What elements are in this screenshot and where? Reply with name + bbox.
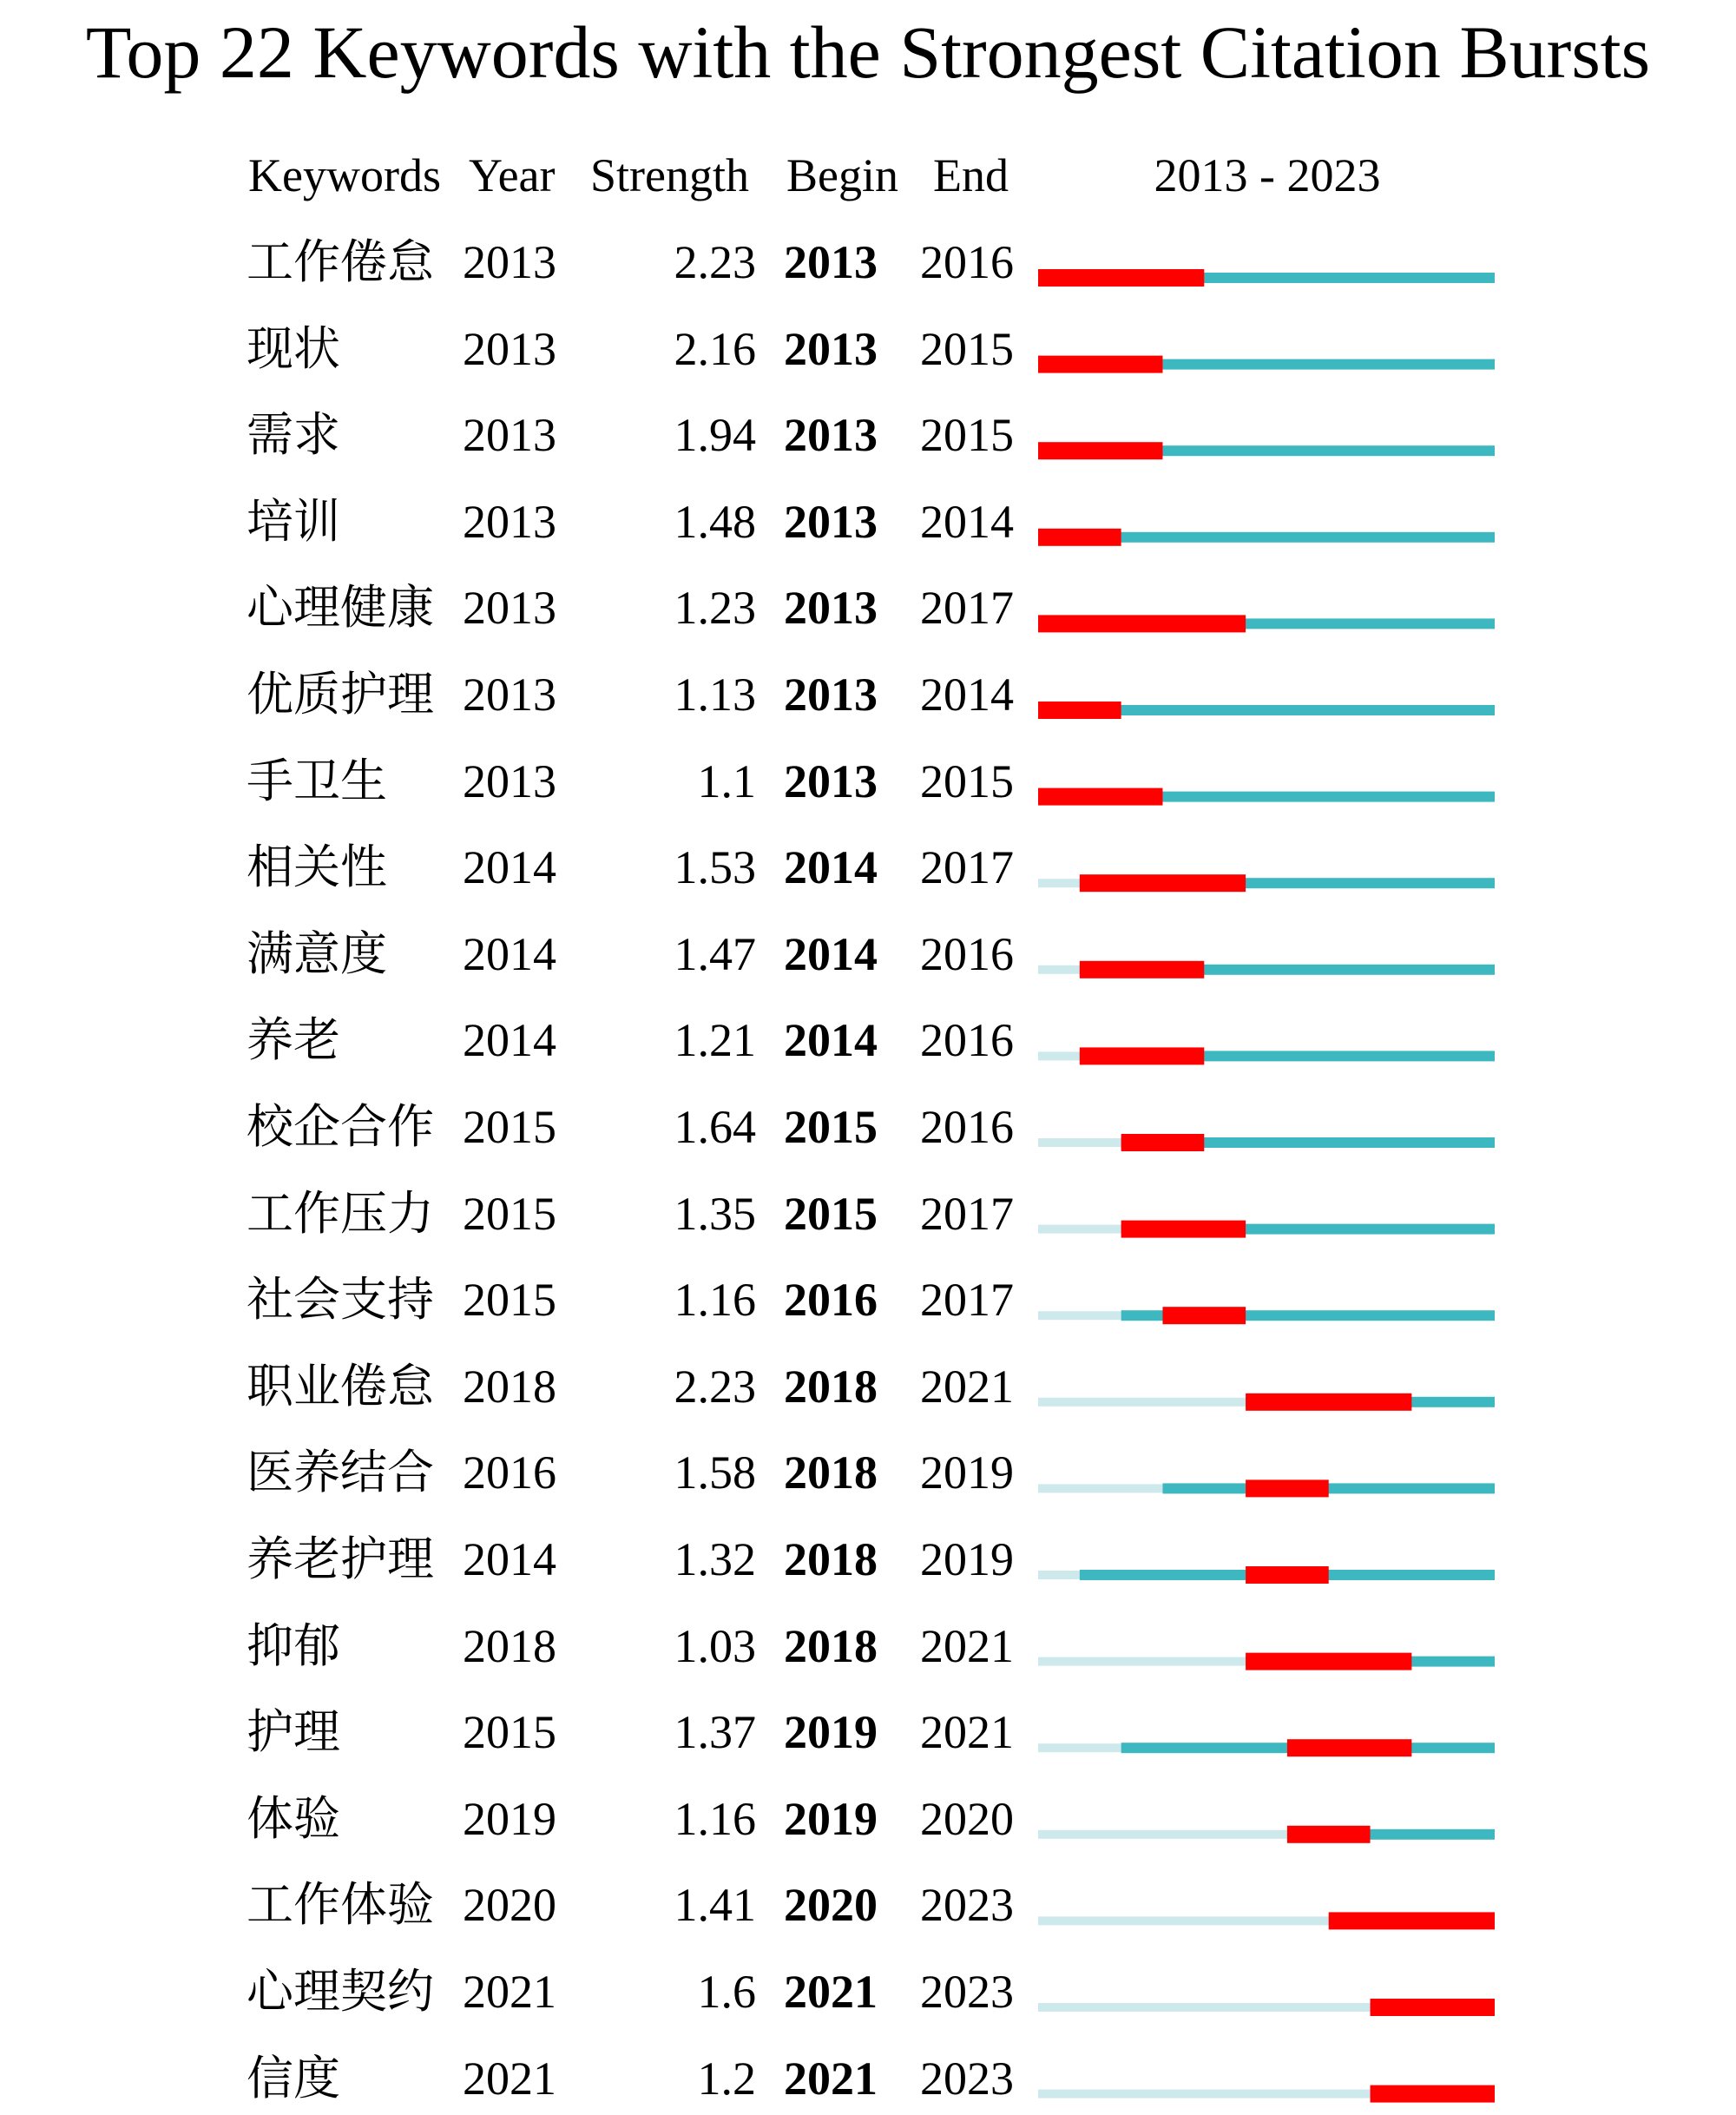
end-value: 2015 xyxy=(920,754,1014,807)
keyword-label: 抑郁 xyxy=(247,1619,340,1672)
begin-value: 2018 xyxy=(784,1619,878,1672)
burst-bar xyxy=(1080,874,1246,892)
begin-value: 2019 xyxy=(784,1792,878,1845)
strength-value: 1.64 xyxy=(674,1101,756,1153)
inactive-segment xyxy=(1038,2090,1371,2099)
inactive-segment xyxy=(1038,1051,1080,1060)
end-value: 2016 xyxy=(920,1014,1014,1067)
burst-bar xyxy=(1246,1566,1329,1584)
year-value: 2013 xyxy=(463,322,556,375)
header-range: 2013 - 2023 xyxy=(1154,149,1381,201)
year-value: 2018 xyxy=(463,1360,556,1413)
begin-value: 2015 xyxy=(784,1101,878,1153)
keyword-label: 培训 xyxy=(247,495,340,548)
keyword-label: 工作压力 xyxy=(247,1187,434,1240)
strength-value: 1.58 xyxy=(674,1446,756,1499)
end-value: 2019 xyxy=(920,1533,1014,1585)
inactive-segment xyxy=(1038,1138,1121,1147)
year-value: 2014 xyxy=(463,927,556,980)
year-value: 2013 xyxy=(463,754,556,807)
end-value: 2023 xyxy=(920,1879,1014,1932)
strength-value: 2.23 xyxy=(674,236,756,288)
year-value: 2021 xyxy=(463,2052,556,2105)
inactive-segment xyxy=(1038,879,1080,887)
burst-bar xyxy=(1038,788,1162,806)
burst-bar xyxy=(1080,961,1204,978)
header-year: Year xyxy=(469,149,556,201)
end-value: 2023 xyxy=(920,2052,1014,2105)
begin-value: 2018 xyxy=(784,1533,878,1585)
header-strength: Strength xyxy=(590,149,749,201)
burst-bar xyxy=(1162,1307,1246,1324)
begin-value: 2013 xyxy=(784,669,878,721)
burst-bar xyxy=(1287,1739,1411,1756)
year-value: 2015 xyxy=(463,1274,556,1327)
strength-value: 1.13 xyxy=(674,669,756,721)
begin-value: 2016 xyxy=(784,1274,878,1327)
strength-value: 1.16 xyxy=(674,1792,756,1845)
strength-value: 1.37 xyxy=(674,1706,756,1759)
year-value: 2013 xyxy=(463,669,556,721)
end-value: 2017 xyxy=(920,1274,1014,1327)
begin-value: 2014 xyxy=(784,927,878,980)
burst-bar xyxy=(1371,1999,1495,2016)
strength-value: 1.2 xyxy=(697,2052,756,2105)
begin-value: 2018 xyxy=(784,1446,878,1499)
keyword-label: 工作倦怠 xyxy=(247,236,434,288)
year-value: 2013 xyxy=(463,409,556,462)
keyword-label: 养老护理 xyxy=(247,1533,434,1585)
burst-bar xyxy=(1246,1394,1411,1411)
year-value: 2019 xyxy=(463,1792,556,1845)
inactive-segment xyxy=(1038,1743,1121,1752)
year-value: 2015 xyxy=(463,1187,556,1240)
year-value: 2016 xyxy=(463,1446,556,1499)
keyword-label: 社会支持 xyxy=(247,1274,434,1327)
strength-value: 1.16 xyxy=(674,1274,756,1327)
year-value: 2018 xyxy=(463,1619,556,1672)
keyword-label: 校企合作 xyxy=(247,1101,434,1153)
keyword-label: 信度 xyxy=(247,2052,340,2105)
keyword-label: 护理 xyxy=(247,1706,340,1759)
begin-value: 2013 xyxy=(784,754,878,807)
strength-value: 1.47 xyxy=(674,927,756,980)
strength-value: 2.16 xyxy=(674,322,756,375)
end-value: 2021 xyxy=(920,1706,1014,1759)
begin-value: 2013 xyxy=(784,236,878,288)
inactive-segment xyxy=(1038,1571,1080,1579)
year-value: 2014 xyxy=(463,1533,556,1585)
begin-value: 2013 xyxy=(784,322,878,375)
burst-bar xyxy=(1038,529,1121,546)
inactive-segment xyxy=(1038,1657,1246,1666)
strength-value: 1.48 xyxy=(674,495,756,548)
begin-value: 2019 xyxy=(784,1706,878,1759)
inactive-segment xyxy=(1038,965,1080,974)
burst-bar xyxy=(1287,1826,1371,1843)
inactive-segment xyxy=(1038,1830,1287,1839)
header-keywords: Keywords xyxy=(248,149,441,201)
header-end: End xyxy=(933,149,1009,201)
end-value: 2017 xyxy=(920,1187,1014,1240)
strength-value: 1.32 xyxy=(674,1533,756,1585)
burst-bar xyxy=(1246,1479,1329,1497)
inactive-segment xyxy=(1038,1311,1121,1320)
keyword-label: 优质护理 xyxy=(247,669,434,721)
strength-value: 1.35 xyxy=(674,1187,756,1240)
inactive-segment xyxy=(1038,1916,1329,1925)
end-value: 2015 xyxy=(920,409,1014,462)
inactive-segment xyxy=(1038,1225,1121,1234)
begin-value: 2018 xyxy=(784,1360,878,1413)
year-value: 2013 xyxy=(463,495,556,548)
header-begin: Begin xyxy=(786,149,898,201)
keyword-label: 体验 xyxy=(247,1792,340,1845)
burst-bar xyxy=(1329,1912,1495,1929)
end-value: 2016 xyxy=(920,236,1014,288)
keyword-label: 心理契约 xyxy=(247,1966,434,2018)
end-value: 2016 xyxy=(920,1101,1014,1153)
keyword-label: 工作体验 xyxy=(247,1879,434,1932)
year-value: 2014 xyxy=(463,841,556,894)
begin-value: 2015 xyxy=(784,1187,878,1240)
burst-bar xyxy=(1038,702,1121,719)
year-value: 2013 xyxy=(463,582,556,635)
burst-bar xyxy=(1038,356,1162,373)
end-value: 2017 xyxy=(920,582,1014,635)
keyword-label: 相关性 xyxy=(247,841,387,894)
inactive-segment xyxy=(1038,2003,1371,2012)
burst-bar xyxy=(1371,2085,1495,2103)
begin-value: 2013 xyxy=(784,409,878,462)
keyword-label: 职业倦怠 xyxy=(247,1360,434,1413)
end-value: 2019 xyxy=(920,1446,1014,1499)
year-value: 2021 xyxy=(463,1966,556,2018)
strength-value: 1.94 xyxy=(674,409,756,462)
keyword-label: 满意度 xyxy=(247,927,387,980)
begin-value: 2021 xyxy=(784,1966,878,2018)
keyword-label: 医养结合 xyxy=(247,1446,434,1499)
end-value: 2017 xyxy=(920,841,1014,894)
burst-bar xyxy=(1246,1653,1411,1670)
inactive-segment xyxy=(1038,1484,1162,1492)
begin-value: 2013 xyxy=(784,495,878,548)
end-value: 2014 xyxy=(920,669,1014,721)
strength-value: 1.1 xyxy=(697,754,756,807)
keyword-label: 心理健康 xyxy=(247,582,434,635)
keyword-label: 需求 xyxy=(247,409,340,462)
begin-value: 2014 xyxy=(784,841,878,894)
strength-value: 1.53 xyxy=(674,841,756,894)
chart-title: Top 22 Keywords with the Strongest Citation Bursts xyxy=(85,10,1651,94)
burst-bar xyxy=(1080,1047,1204,1064)
end-value: 2023 xyxy=(920,1966,1014,2018)
end-value: 2021 xyxy=(920,1360,1014,1413)
burst-bar xyxy=(1121,1134,1205,1151)
end-value: 2014 xyxy=(920,495,1014,548)
year-value: 2015 xyxy=(463,1101,556,1153)
end-value: 2015 xyxy=(920,322,1014,375)
keyword-label: 现状 xyxy=(247,322,340,375)
strength-value: 1.03 xyxy=(674,1619,756,1672)
year-value: 2013 xyxy=(463,236,556,288)
end-value: 2016 xyxy=(920,927,1014,980)
end-value: 2021 xyxy=(920,1619,1014,1672)
begin-value: 2021 xyxy=(784,2052,878,2105)
begin-value: 2013 xyxy=(784,582,878,635)
year-value: 2014 xyxy=(463,1014,556,1067)
end-value: 2020 xyxy=(920,1792,1014,1845)
keyword-label: 手卫生 xyxy=(247,754,387,807)
strength-value: 2.23 xyxy=(674,1360,756,1413)
strength-value: 1.6 xyxy=(697,1966,756,2018)
burst-bar xyxy=(1121,1221,1246,1238)
burst-bar xyxy=(1038,615,1246,632)
keyword-label: 养老 xyxy=(247,1014,340,1067)
year-value: 2020 xyxy=(463,1879,556,1932)
inactive-segment xyxy=(1038,1398,1246,1407)
begin-value: 2014 xyxy=(784,1014,878,1067)
strength-value: 1.41 xyxy=(674,1879,756,1932)
burst-bar xyxy=(1038,442,1162,459)
strength-value: 1.23 xyxy=(674,582,756,635)
strength-value: 1.21 xyxy=(674,1014,756,1067)
year-value: 2015 xyxy=(463,1706,556,1759)
burst-bar xyxy=(1038,269,1204,287)
begin-value: 2020 xyxy=(784,1879,878,1932)
